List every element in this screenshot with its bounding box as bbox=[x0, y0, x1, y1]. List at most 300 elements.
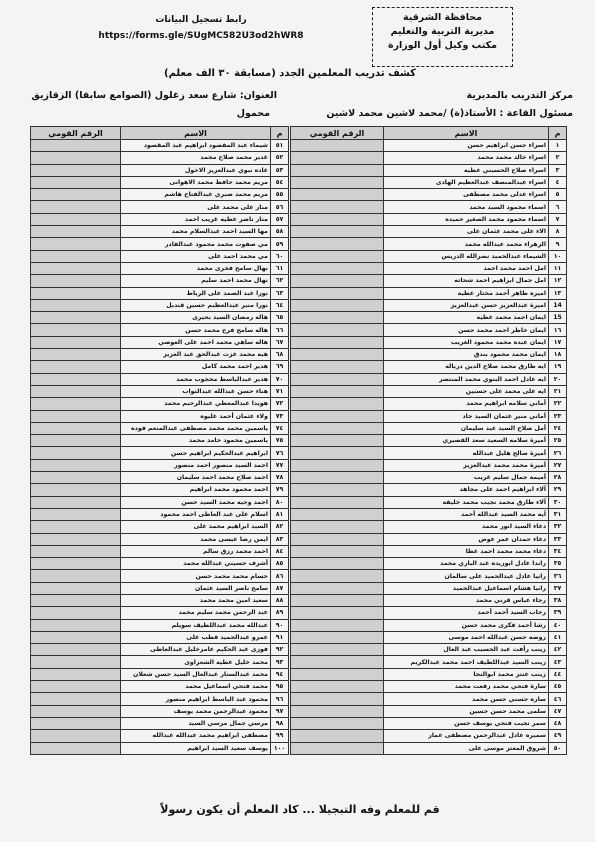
table-row bbox=[31, 213, 289, 225]
national-id-redacted bbox=[291, 336, 384, 348]
trainee-name: زينب رأفت عبد الحسيب عبد العال bbox=[384, 644, 549, 656]
row-number: ٥٢ bbox=[271, 152, 289, 164]
row-number: ٧٤ bbox=[271, 422, 289, 434]
national-id-redacted bbox=[291, 422, 384, 434]
table-row bbox=[291, 705, 567, 717]
national-id-redacted bbox=[291, 287, 384, 299]
trainee-name: احمد محمود محمد ابراهيم bbox=[121, 484, 271, 496]
trainee-name: سامح ناصر السيد عثمان bbox=[121, 582, 271, 594]
table-row bbox=[291, 717, 567, 729]
national-id-redacted bbox=[31, 349, 121, 361]
table-row bbox=[291, 521, 567, 533]
table-row bbox=[31, 521, 289, 533]
national-id-redacted bbox=[291, 238, 384, 250]
national-id-redacted bbox=[291, 717, 384, 729]
page-title: كشف تدريب المعلمين الجدد (مسابقة ٣٠ الف معلم) bbox=[164, 68, 416, 79]
trainee-name: اسراء خالد محمد محمد bbox=[384, 152, 549, 164]
national-id-redacted bbox=[291, 656, 384, 668]
trainee-name: راندا عادل ابوزيده عبد الباري محمد bbox=[384, 558, 549, 570]
row-number: ٣٥ bbox=[549, 558, 567, 570]
trainee-name: ساره حسني حسن محمد bbox=[384, 693, 549, 705]
table-row bbox=[291, 140, 567, 152]
national-id-redacted bbox=[291, 742, 384, 754]
table-row bbox=[291, 472, 567, 484]
trainee-name: دعاء السيد انور محمد bbox=[384, 521, 549, 533]
row-number: ١ bbox=[549, 140, 567, 152]
national-id-redacted bbox=[31, 742, 121, 754]
row-number: ١٢ bbox=[549, 275, 567, 287]
trainee-name: ابراهيم عبدالحكيم ابراهيم حسن bbox=[121, 447, 271, 459]
header-line-office: مكتب وكيل أول الوزارة bbox=[387, 40, 498, 51]
national-id-redacted bbox=[291, 570, 384, 582]
table-row bbox=[31, 299, 289, 311]
table-row bbox=[291, 176, 567, 188]
trainee-name: امل احمد محمد احمد bbox=[384, 262, 549, 274]
national-id-redacted bbox=[291, 398, 384, 410]
trainee-name: محمد عبدالستار عبدالعال السيد حسن شعلان bbox=[121, 668, 271, 680]
registration-link[interactable]: https://forms.gle/SUgMC582U3od2hWR8 bbox=[98, 31, 304, 41]
row-number: ٩١ bbox=[271, 631, 289, 643]
table-row bbox=[291, 508, 567, 520]
trainee-name: أميرة صالح هليل عبدالله bbox=[384, 447, 549, 459]
row-number: ٦١ bbox=[271, 262, 289, 274]
table-row bbox=[31, 226, 289, 238]
table-row bbox=[291, 385, 567, 397]
row-number: 14 bbox=[549, 299, 567, 311]
row-number: ١٠ bbox=[549, 250, 567, 262]
trainee-name: اسماء محمود السيد محمد bbox=[384, 201, 549, 213]
row-number: ٤٧ bbox=[549, 705, 567, 717]
national-id-redacted bbox=[31, 644, 121, 656]
table-row bbox=[31, 472, 289, 484]
table-row bbox=[291, 459, 567, 471]
trainee-name: سمر نجيب فتحي يوسف حسن bbox=[384, 717, 549, 729]
trainee-name: نورا منير عبدالعظيم حسين قنديل bbox=[121, 299, 271, 311]
national-id-redacted bbox=[291, 533, 384, 545]
trainee-name: سميره عادل عبدالرحمن مصطفى عمار bbox=[384, 730, 549, 742]
table-row bbox=[31, 312, 289, 324]
table-row bbox=[31, 459, 289, 471]
national-id-redacted bbox=[31, 656, 121, 668]
table-row bbox=[31, 545, 289, 557]
table-row bbox=[31, 508, 289, 520]
national-id-redacted bbox=[31, 545, 121, 557]
national-id-redacted bbox=[31, 275, 121, 287]
table-row bbox=[31, 176, 289, 188]
row-number: ٦٣ bbox=[271, 287, 289, 299]
national-id-redacted bbox=[291, 730, 384, 742]
table-row bbox=[31, 201, 289, 213]
trainee-name: منار على محمد على bbox=[121, 201, 271, 213]
trainee-name: ايمان عبده محمد محمود الغريب bbox=[384, 336, 549, 348]
row-number: ٧٢ bbox=[271, 398, 289, 410]
table-header-row bbox=[31, 127, 289, 140]
table-row bbox=[31, 238, 289, 250]
national-id-redacted bbox=[291, 435, 384, 447]
column-header-name: الاسم bbox=[121, 127, 271, 140]
table-row bbox=[291, 668, 567, 680]
national-id-redacted bbox=[291, 275, 384, 287]
trainee-name: اسماء محمود محمد الصغير حميده bbox=[384, 213, 549, 225]
trainee-name: امل جمال ابراهيم احمد شحاته bbox=[384, 275, 549, 287]
row-number: ٩٧ bbox=[271, 705, 289, 717]
row-number: ٧٧ bbox=[271, 459, 289, 471]
trainee-name: أشرف حسيني عبدالله محمد bbox=[121, 558, 271, 570]
national-id-redacted bbox=[291, 558, 384, 570]
row-number: ٩ bbox=[549, 238, 567, 250]
registration-label: رابط تسجيل البيانات bbox=[155, 15, 247, 25]
national-id-redacted bbox=[291, 484, 384, 496]
row-number: ١٠٠ bbox=[271, 742, 289, 754]
trainee-name: اميرة عبدالعزيز حسن عبدالعزيز bbox=[384, 299, 549, 311]
row-number: ٥٩ bbox=[271, 238, 289, 250]
row-number: ٦٧ bbox=[271, 336, 289, 348]
trainee-name: مريم محمد صبري عبدالفتاح هاشم bbox=[121, 189, 271, 201]
national-id-redacted bbox=[31, 373, 121, 385]
table-row bbox=[31, 398, 289, 410]
row-number: ٦٦ bbox=[271, 324, 289, 336]
row-number: ٥٣ bbox=[271, 164, 289, 176]
national-id-redacted bbox=[31, 681, 121, 693]
row-number: ٨١ bbox=[271, 508, 289, 520]
trainee-name: فوزى عبد الحكيم عامرخليل عبدالعاطى bbox=[121, 644, 271, 656]
national-id-redacted bbox=[31, 152, 121, 164]
table-row bbox=[31, 262, 289, 274]
supervisor-phone-label: محمول bbox=[236, 108, 270, 119]
trainee-name: ياسمين محمد محمد مصطفى عبدالمنعم قوده bbox=[121, 422, 271, 434]
trainee-name: سلمى محمد حسن حسين bbox=[384, 705, 549, 717]
trainee-name: زينب السيد عبداللطيف احمد محمد عبدالكريم bbox=[384, 656, 549, 668]
national-id-redacted bbox=[291, 594, 384, 606]
national-id-redacted bbox=[291, 668, 384, 680]
table-row bbox=[291, 213, 567, 225]
row-number: ٨٧ bbox=[271, 582, 289, 594]
trainee-name: مصطفى ابراهيم محمد عبدالله عبدالله bbox=[121, 730, 271, 742]
row-number: ٧٣ bbox=[271, 410, 289, 422]
national-id-redacted bbox=[291, 299, 384, 311]
table-row bbox=[31, 582, 289, 594]
table-row bbox=[291, 336, 567, 348]
row-number: ٣٩ bbox=[549, 607, 567, 619]
row-number: ٤٢ bbox=[549, 644, 567, 656]
table-row bbox=[31, 705, 289, 717]
national-id-redacted bbox=[291, 140, 384, 152]
national-id-redacted bbox=[291, 373, 384, 385]
table-row bbox=[31, 533, 289, 545]
table-row bbox=[291, 631, 567, 643]
table-row bbox=[31, 717, 289, 729]
table-row bbox=[291, 545, 567, 557]
national-id-redacted bbox=[291, 496, 384, 508]
registration-block bbox=[96, 12, 306, 44]
table-row bbox=[31, 349, 289, 361]
national-id-redacted bbox=[31, 508, 121, 520]
row-number: 15 bbox=[549, 312, 567, 324]
table-row bbox=[291, 644, 567, 656]
trainee-name: دعاء حمدان عمر عوض bbox=[384, 533, 549, 545]
row-number: ٢٣ bbox=[549, 410, 567, 422]
table-row bbox=[291, 299, 567, 311]
trainee-name: هاله ساهي محمد احمد على العوضي bbox=[121, 336, 271, 348]
row-number: ١٣ bbox=[549, 287, 567, 299]
table-row bbox=[291, 152, 567, 164]
national-id-redacted bbox=[31, 336, 121, 348]
header-line-directorate: مديرية التربية والتعليم bbox=[390, 26, 495, 37]
row-number: ٥٦ bbox=[271, 201, 289, 213]
row-number: ٣٠ bbox=[549, 496, 567, 508]
column-header-name: الاسم bbox=[384, 127, 549, 140]
row-number: ٩٢ bbox=[271, 644, 289, 656]
table-row bbox=[31, 570, 289, 582]
table-row bbox=[31, 140, 289, 152]
row-number: ٢٢ bbox=[549, 398, 567, 410]
national-id-redacted bbox=[291, 459, 384, 471]
national-id-redacted bbox=[291, 521, 384, 533]
trainee-name: آلاء طارق محمد نجيب محمد خليفة bbox=[384, 496, 549, 508]
table-row bbox=[291, 742, 567, 754]
table-row bbox=[291, 435, 567, 447]
trainee-name: ايمان خاطر احمد محمد حسن bbox=[384, 324, 549, 336]
column-header-national-id: الرقم القومي bbox=[291, 127, 384, 140]
column-header-national-id: الرقم القومي bbox=[31, 127, 121, 140]
table-row bbox=[291, 681, 567, 693]
trainee-name: مي صفوت محمد محمود عبدالقادر bbox=[121, 238, 271, 250]
table-row bbox=[31, 668, 289, 680]
trainee-name: السيد ابراهيم محمد على bbox=[121, 521, 271, 533]
national-id-redacted bbox=[291, 361, 384, 373]
national-id-redacted bbox=[291, 410, 384, 422]
row-number: ٤٨ bbox=[549, 717, 567, 729]
trainee-name: ايمان محمد محمود بندق bbox=[384, 349, 549, 361]
row-number: ١٧ bbox=[549, 336, 567, 348]
table-row bbox=[291, 730, 567, 742]
trainee-name: آلاء ابراهيم احمد على مجاهد bbox=[384, 484, 549, 496]
directorate-header-box bbox=[372, 7, 513, 67]
table-row bbox=[291, 361, 567, 373]
row-number: ٦٠ bbox=[271, 250, 289, 262]
national-id-redacted bbox=[291, 693, 384, 705]
center-address: العنوان: شارع سعد زغلول (الصوامع سابقا) الزقازيق bbox=[31, 90, 277, 101]
table-row bbox=[291, 238, 567, 250]
table-row bbox=[31, 447, 289, 459]
table-row bbox=[291, 324, 567, 336]
row-number: ٢٧ bbox=[549, 459, 567, 471]
row-number: ٨٨ bbox=[271, 594, 289, 606]
row-number: ٩٠ bbox=[271, 619, 289, 631]
table-row bbox=[291, 582, 567, 594]
trainee-name: نهال محمد احمد سليم bbox=[121, 275, 271, 287]
row-number: ٧٠ bbox=[271, 373, 289, 385]
trainee-name: منار ناصر عطيه غريب احمد bbox=[121, 213, 271, 225]
table-row bbox=[291, 164, 567, 176]
national-id-redacted bbox=[31, 164, 121, 176]
trainee-name: مرسي جمال مرسي السيد bbox=[121, 717, 271, 729]
row-number: ٧٥ bbox=[271, 435, 289, 447]
national-id-redacted bbox=[31, 693, 121, 705]
trainee-name: محمد فتحي اسماعيل محمد bbox=[121, 681, 271, 693]
trainee-name: احمد وجيه محمد السيد حسن bbox=[121, 496, 271, 508]
row-number: ٨٩ bbox=[271, 607, 289, 619]
table-row bbox=[291, 570, 567, 582]
table-row bbox=[31, 152, 289, 164]
row-number: ٦٢ bbox=[271, 275, 289, 287]
trainee-name: سارة فتحي محمد رفعت محمد bbox=[384, 681, 549, 693]
row-number: ٤٥ bbox=[549, 681, 567, 693]
trainee-name: روضه حسن عبدالله احمد موسى bbox=[384, 631, 549, 643]
row-number: ٥٥ bbox=[271, 189, 289, 201]
national-id-redacted bbox=[291, 213, 384, 225]
row-number: ٥١ bbox=[271, 140, 289, 152]
row-number: ٧ bbox=[549, 213, 567, 225]
trainee-name: هدير احمد محمد كامل bbox=[121, 361, 271, 373]
national-id-redacted bbox=[31, 447, 121, 459]
trainee-name: رانيا هشام اسماعيل عبدالحميد bbox=[384, 582, 549, 594]
table-row bbox=[291, 656, 567, 668]
trainee-name: زينب عنتر محمد ابوالنجا bbox=[384, 668, 549, 680]
trainee-name: احمد السيد منصور احمد منصور bbox=[121, 459, 271, 471]
table-row bbox=[31, 656, 289, 668]
trainee-name: محمود عبد الباسط ابراهيم منصور bbox=[121, 693, 271, 705]
trainee-name: شروق المعتز موسى على bbox=[384, 742, 549, 754]
trainee-name: ايه طارق محمد صلاح الدين درباله bbox=[384, 361, 549, 373]
row-number: ٩٦ bbox=[271, 693, 289, 705]
table-row bbox=[291, 349, 567, 361]
national-id-redacted bbox=[31, 398, 121, 410]
national-id-redacted bbox=[31, 607, 121, 619]
national-id-redacted bbox=[31, 287, 121, 299]
row-number: ١٨ bbox=[549, 349, 567, 361]
national-id-redacted bbox=[31, 631, 121, 643]
trainee-name: احمد صلاح محمد احمد سليمان bbox=[121, 472, 271, 484]
trainee-name: هاله سامح فرج محمد حسن bbox=[121, 324, 271, 336]
table-row bbox=[31, 324, 289, 336]
national-id-redacted bbox=[31, 299, 121, 311]
trainee-name: اسراء صلاح الحسيني عطيه bbox=[384, 164, 549, 176]
national-id-redacted bbox=[31, 250, 121, 262]
national-id-redacted bbox=[291, 250, 384, 262]
national-id-redacted bbox=[31, 324, 121, 336]
trainee-name: الشيماء عبدالحميد نصرالله الدريس bbox=[384, 250, 549, 262]
national-id-redacted bbox=[31, 189, 121, 201]
table-row bbox=[31, 594, 289, 606]
trainee-name: نورا عبد الصمد على الرباط bbox=[121, 287, 271, 299]
trainee-name: يوسف سعيد السيد ابراهيم bbox=[121, 742, 271, 754]
row-number: ٦٨ bbox=[271, 349, 289, 361]
table-row bbox=[31, 385, 289, 397]
column-header-num: م bbox=[549, 127, 567, 140]
trainee-name: مي محمد احمد على bbox=[121, 250, 271, 262]
row-number: ٦ bbox=[549, 201, 567, 213]
trainee-name: الزهراء محمد عبدالله محمد bbox=[384, 238, 549, 250]
row-number: ٤ bbox=[549, 176, 567, 188]
row-number: ٤١ bbox=[549, 631, 567, 643]
table-row bbox=[31, 373, 289, 385]
column-header-num: م bbox=[271, 127, 289, 140]
table-row bbox=[31, 275, 289, 287]
row-number: ٨ bbox=[549, 226, 567, 238]
trainee-name: هناء حسن عبدالله عبدالتواب bbox=[121, 385, 271, 397]
national-id-redacted bbox=[291, 201, 384, 213]
row-number: ٥٨ bbox=[271, 226, 289, 238]
national-id-redacted bbox=[291, 385, 384, 397]
table-row bbox=[291, 619, 567, 631]
table-row bbox=[291, 226, 567, 238]
national-id-redacted bbox=[31, 213, 121, 225]
row-number: ٤٣ bbox=[549, 656, 567, 668]
trainee-name: ولاء عثمان أحمد عليوه bbox=[121, 410, 271, 422]
trainee-name: آيه محمد السيد عبدالله أحمد bbox=[384, 508, 549, 520]
national-id-redacted bbox=[291, 176, 384, 188]
trainee-name: اسراء حسن ابراهيم حسن bbox=[384, 140, 549, 152]
row-number: ٣٢ bbox=[549, 521, 567, 533]
trainee-name: نهال سامح فخرى محمد bbox=[121, 262, 271, 274]
trainee-name: اميره طاهر أحمد مختار عطية bbox=[384, 287, 549, 299]
row-number: ٥ bbox=[549, 189, 567, 201]
trainee-name: مها السيد احمد عبدالسلام محمد bbox=[121, 226, 271, 238]
table-row bbox=[31, 189, 289, 201]
national-id-redacted bbox=[291, 582, 384, 594]
table-row bbox=[291, 447, 567, 459]
table-row bbox=[291, 189, 567, 201]
national-id-redacted bbox=[31, 238, 121, 250]
row-number: ٦٩ bbox=[271, 361, 289, 373]
trainee-name: أميمة جمال سليم غريب bbox=[384, 472, 549, 484]
table-row bbox=[291, 312, 567, 324]
row-number: ٥٠ bbox=[549, 742, 567, 754]
national-id-redacted bbox=[291, 189, 384, 201]
header-line-governorate: محافظة الشرقية bbox=[402, 12, 483, 23]
national-id-redacted bbox=[31, 717, 121, 729]
row-number: ٣١ bbox=[549, 508, 567, 520]
trainee-name: حسام محمد محمد حسن bbox=[121, 570, 271, 582]
national-id-redacted bbox=[291, 681, 384, 693]
row-number: ٣٨ bbox=[549, 594, 567, 606]
row-number: ٢٠ bbox=[549, 373, 567, 385]
table-row bbox=[31, 730, 289, 742]
national-id-redacted bbox=[291, 152, 384, 164]
table-row bbox=[31, 644, 289, 656]
trainee-name: اسراء عدلى محمد مصطفى bbox=[384, 189, 549, 201]
trainee-name: ايمن رضا عيسى محمد bbox=[121, 533, 271, 545]
table-row bbox=[291, 496, 567, 508]
table-row bbox=[291, 693, 567, 705]
row-number: ٧٨ bbox=[271, 472, 289, 484]
row-number: ٥٧ bbox=[271, 213, 289, 225]
row-number: ٢٨ bbox=[549, 472, 567, 484]
national-id-redacted bbox=[291, 164, 384, 176]
table-row bbox=[291, 275, 567, 287]
trainee-name: سعيد امين محمد محمد bbox=[121, 594, 271, 606]
national-id-redacted bbox=[291, 705, 384, 717]
table-row bbox=[31, 164, 289, 176]
trainee-name: احمد محمد رزق سالم bbox=[121, 545, 271, 557]
row-number: ٣ bbox=[549, 164, 567, 176]
national-id-redacted bbox=[31, 533, 121, 545]
national-id-redacted bbox=[291, 226, 384, 238]
table-row bbox=[31, 619, 289, 631]
national-id-redacted bbox=[291, 447, 384, 459]
row-number: ٨٠ bbox=[271, 496, 289, 508]
trainees-table-right bbox=[290, 126, 567, 755]
national-id-redacted bbox=[31, 226, 121, 238]
national-id-redacted bbox=[31, 140, 121, 152]
row-number: ١١ bbox=[549, 262, 567, 274]
hall-supervisor: مسئول القاعة : الأستاذ(ة) /محمد لاشين محمد لاشين bbox=[326, 108, 573, 119]
national-id-redacted bbox=[291, 262, 384, 274]
row-number: ١٦ bbox=[549, 324, 567, 336]
national-id-redacted bbox=[31, 435, 121, 447]
table-row bbox=[291, 410, 567, 422]
